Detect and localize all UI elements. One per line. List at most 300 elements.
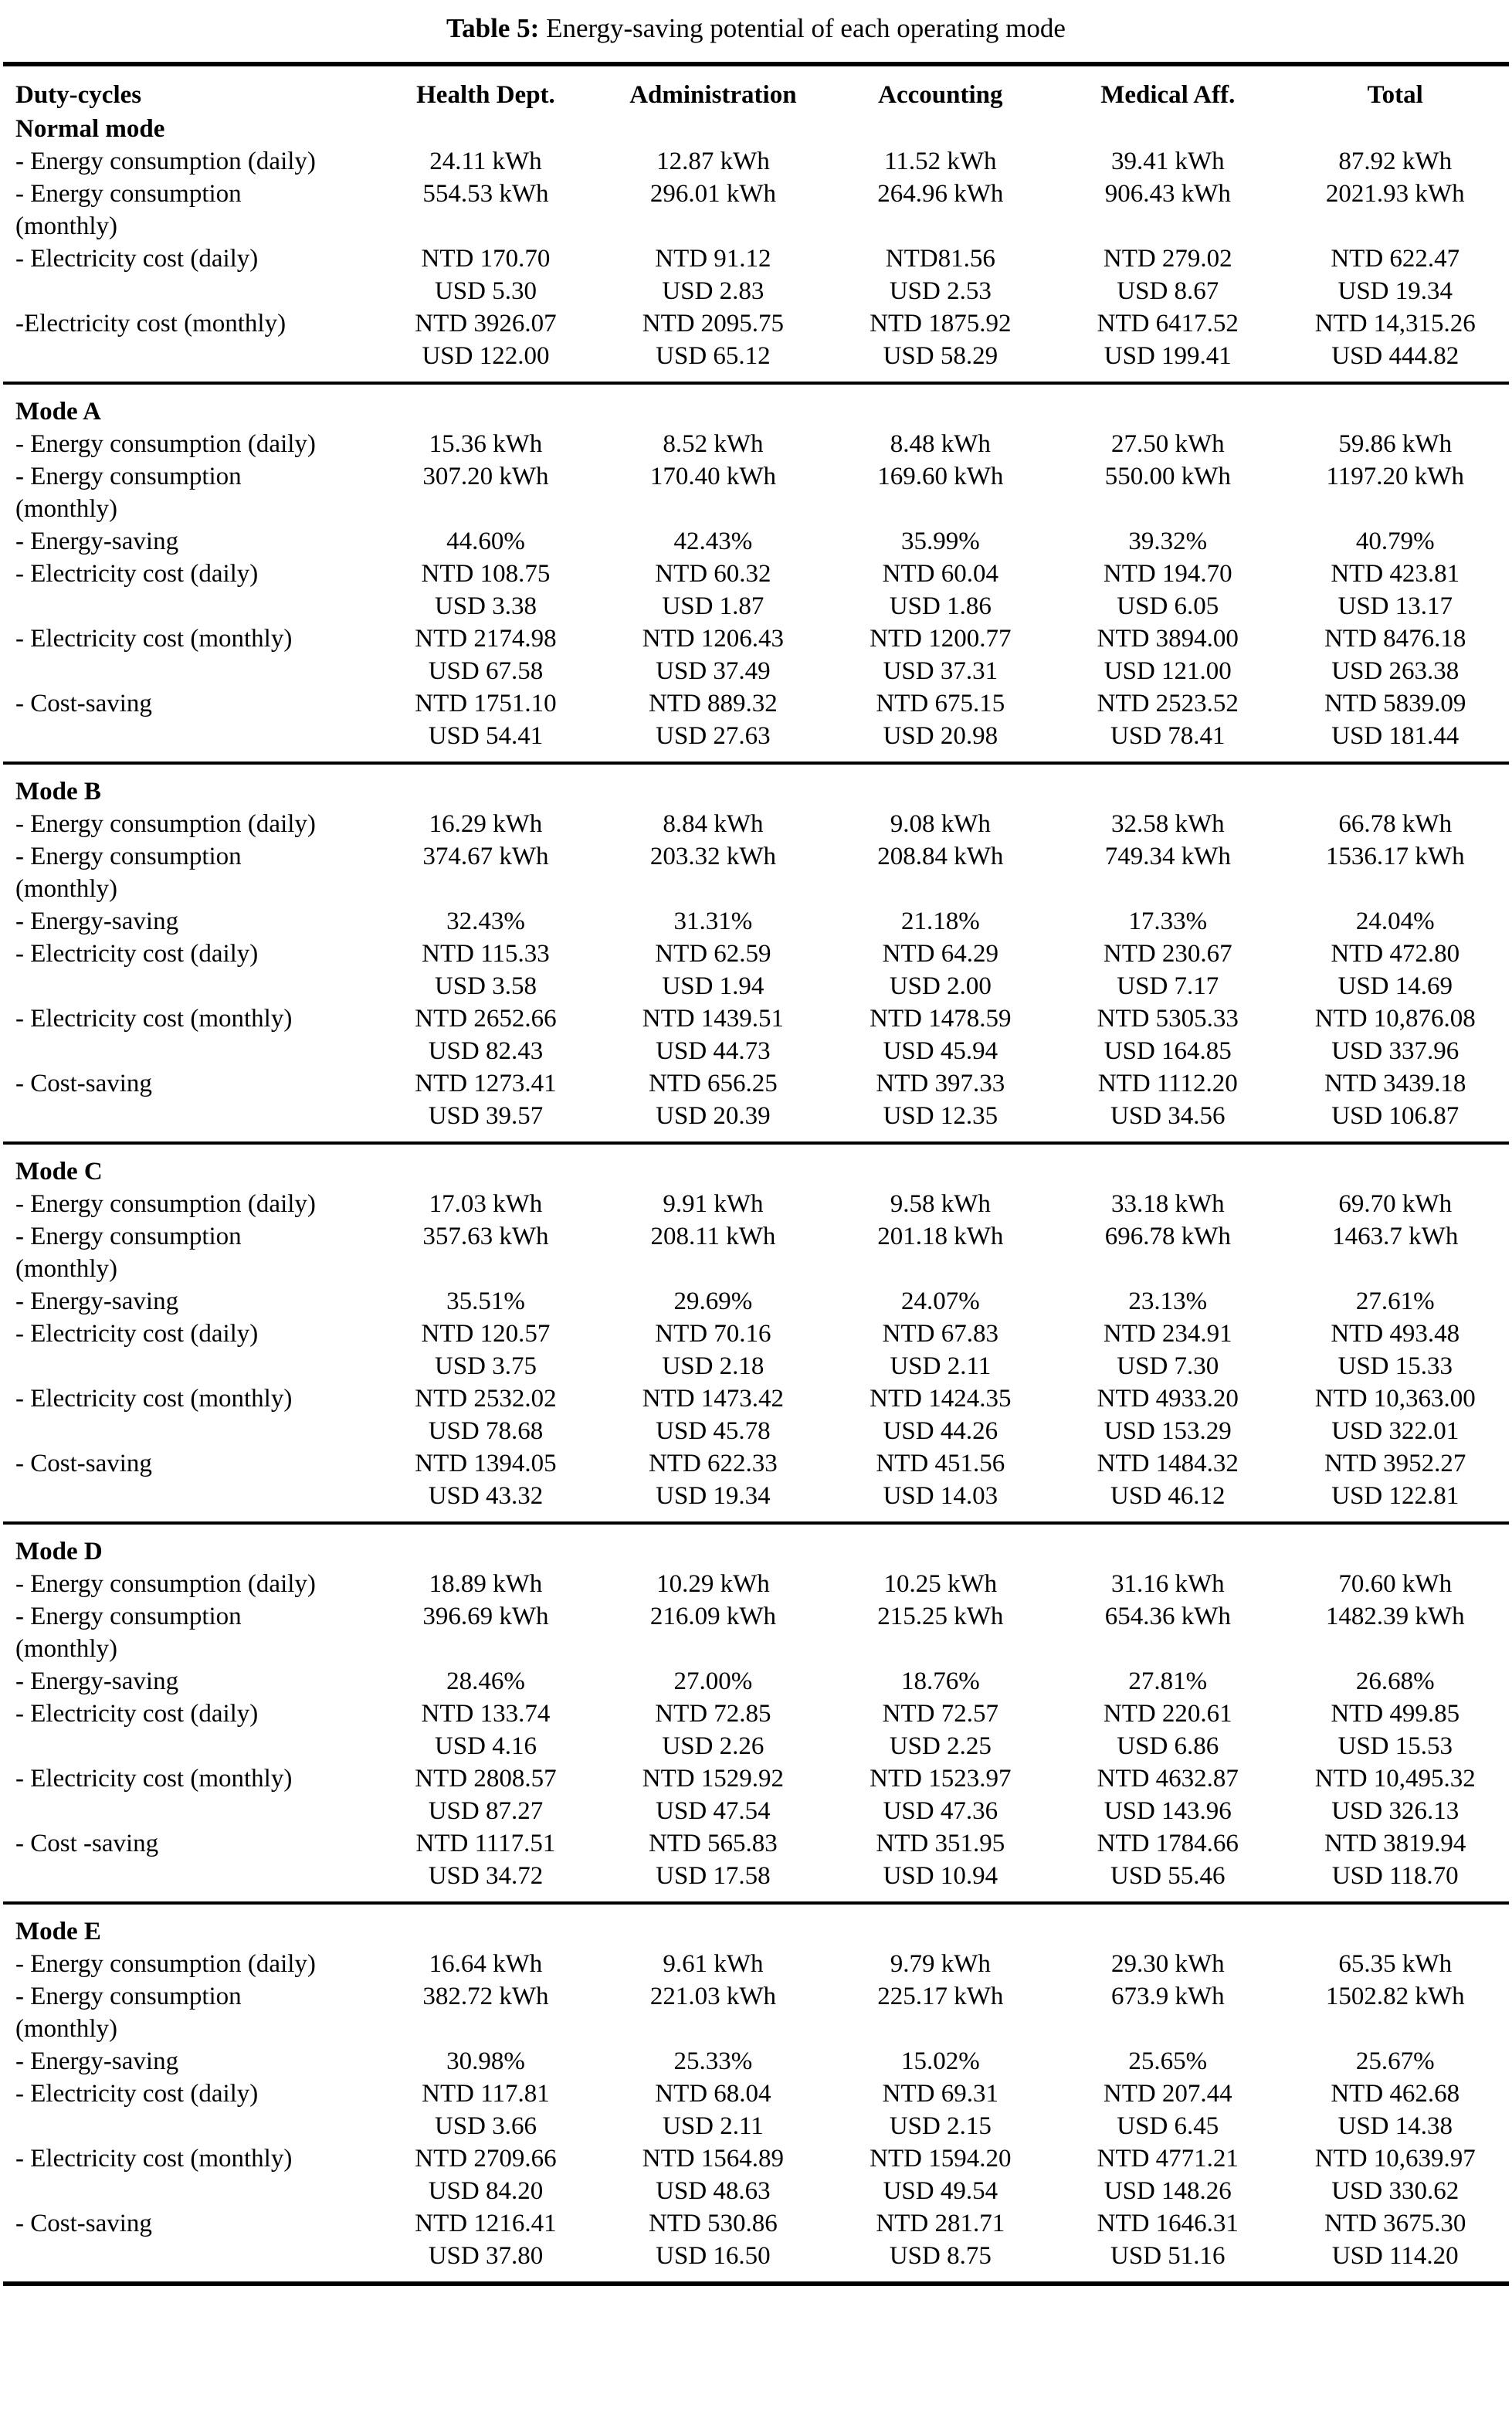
cell: 1502.82 kWh bbox=[1325, 1983, 1465, 2010]
cell: 1197.20 kWh bbox=[1326, 463, 1464, 490]
table-row bbox=[3, 2045, 1509, 2078]
cell: NTD 4771.21 bbox=[1097, 2145, 1239, 2173]
cell: 9.61 kWh bbox=[663, 1950, 764, 1978]
row-label bbox=[3, 1795, 372, 1827]
cell: 39.41 kWh bbox=[1110, 148, 1225, 175]
table-row bbox=[3, 1730, 1509, 1762]
section-title: Mode E bbox=[3, 1903, 1509, 1948]
table-row bbox=[3, 1285, 1509, 1318]
cell: USD 2.11 bbox=[890, 1352, 992, 1380]
row-label: - Energy consumption (daily) bbox=[15, 1190, 316, 1218]
cell: USD 14.38 bbox=[1337, 2112, 1453, 2140]
table-row bbox=[3, 1698, 1509, 1730]
cell: NTD 69.31 bbox=[882, 2080, 998, 2108]
row-label: (monthly) bbox=[15, 212, 117, 240]
cell: 8.84 kWh bbox=[663, 810, 764, 838]
cell: NTD 1529.92 bbox=[642, 1765, 785, 1793]
cell: 396.69 kWh bbox=[422, 1603, 549, 1630]
table-row bbox=[3, 1480, 1509, 1523]
table-row bbox=[3, 1568, 1509, 1600]
row-label: - Cost-saving bbox=[15, 690, 152, 717]
cell: USD 19.34 bbox=[1337, 277, 1453, 305]
table-row bbox=[3, 808, 1509, 840]
table-row bbox=[3, 970, 1509, 1002]
table-row bbox=[3, 720, 1509, 763]
cell: USD 7.30 bbox=[1117, 1352, 1219, 1380]
cell: 30.98% bbox=[446, 2047, 525, 2075]
cell: USD 118.70 bbox=[1331, 1862, 1459, 1890]
cell: 26.68% bbox=[1355, 1667, 1435, 1695]
table-row bbox=[3, 1415, 1509, 1447]
cell: NTD 5839.09 bbox=[1324, 690, 1466, 717]
cell bbox=[599, 493, 826, 525]
table-row bbox=[3, 2240, 1509, 2284]
row-label bbox=[3, 655, 372, 687]
cell: NTD 1594.20 bbox=[870, 2145, 1012, 2173]
cell: 39.32% bbox=[1128, 527, 1208, 555]
cell bbox=[1054, 493, 1281, 525]
table-row bbox=[3, 2110, 1509, 2142]
table-row bbox=[3, 525, 1509, 558]
cell: USD 6.86 bbox=[1117, 1732, 1219, 1760]
table-row bbox=[3, 307, 1509, 340]
cell bbox=[372, 210, 599, 243]
row-label: - Electricity cost (daily) bbox=[15, 1700, 259, 1728]
cell: USD 2.53 bbox=[889, 277, 992, 305]
cell: NTD 4933.20 bbox=[1097, 1385, 1239, 1413]
cell: USD 106.87 bbox=[1331, 1102, 1459, 1130]
table-caption-number: Table 5: bbox=[446, 13, 540, 43]
cell: USD 2.83 bbox=[662, 277, 764, 305]
section-row bbox=[3, 1143, 1509, 1188]
cell: 25.67% bbox=[1355, 2047, 1435, 2075]
table-row bbox=[3, 1447, 1509, 1480]
cell: NTD 91.12 bbox=[655, 245, 771, 273]
row-label: - Energy-saving bbox=[15, 527, 179, 555]
cell: 15.36 kWh bbox=[429, 430, 543, 458]
cell: NTD 10,363.00 bbox=[1314, 1385, 1476, 1413]
cell: USD 84.20 bbox=[428, 2177, 544, 2205]
cell: 70.60 kWh bbox=[1338, 1570, 1453, 1598]
row-label bbox=[3, 1350, 372, 1382]
column-header: Health Dept. bbox=[416, 81, 555, 109]
cell: NTD 1875.92 bbox=[870, 310, 1012, 338]
cell bbox=[372, 1253, 599, 1285]
table-row bbox=[3, 1002, 1509, 1035]
cell: 696.78 kWh bbox=[1104, 1223, 1231, 1250]
cell: NTD 397.33 bbox=[876, 1070, 1005, 1097]
cell: 23.13% bbox=[1128, 1287, 1208, 1315]
cell: USD 8.75 bbox=[889, 2242, 992, 2270]
cell: USD 164.85 bbox=[1103, 1037, 1232, 1065]
cell: NTD 1117.51 bbox=[415, 1830, 556, 1857]
table-row bbox=[3, 687, 1509, 720]
row-label: - Energy consumption (daily) bbox=[15, 1950, 316, 1978]
cell: 16.29 kWh bbox=[429, 810, 543, 838]
cell bbox=[372, 1633, 599, 1665]
row-label: - Cost-saving bbox=[15, 1450, 152, 1477]
cell: USD 199.41 bbox=[1103, 342, 1232, 370]
cell: USD 47.54 bbox=[656, 1797, 771, 1825]
table-row bbox=[3, 1633, 1509, 1665]
cell: 550.00 kWh bbox=[1104, 463, 1231, 490]
row-label: - Energy consumption (daily) bbox=[15, 1570, 316, 1598]
cell: USD 16.50 bbox=[656, 2242, 771, 2270]
cell: NTD 1646.31 bbox=[1097, 2210, 1239, 2237]
table-row bbox=[3, 460, 1509, 493]
row-label: - Energy-saving bbox=[15, 2047, 179, 2075]
row-label bbox=[3, 2110, 372, 2142]
cell: USD 54.41 bbox=[428, 722, 544, 750]
cell: 24.07% bbox=[900, 1287, 980, 1315]
cell: USD 2.18 bbox=[662, 1352, 764, 1380]
cell: 1463.7 kWh bbox=[1332, 1223, 1459, 1250]
section-row bbox=[3, 113, 1509, 145]
cell: NTD 1216.41 bbox=[415, 2210, 557, 2237]
cell: 27.50 kWh bbox=[1110, 430, 1225, 458]
row-label: - Electricity cost (monthly) bbox=[15, 1005, 293, 1033]
cell: NTD 1523.97 bbox=[870, 1765, 1012, 1793]
table-row bbox=[3, 1220, 1509, 1253]
table-row bbox=[3, 1100, 1509, 1143]
cell: 382.72 kWh bbox=[422, 1983, 549, 2010]
table-caption-text: Energy-saving potential of each operating mode bbox=[539, 13, 1066, 43]
cell: NTD 10,639.97 bbox=[1314, 2145, 1476, 2173]
row-label: - Energy consumption bbox=[15, 180, 242, 208]
cell: 225.17 kWh bbox=[877, 1983, 1004, 2010]
section-row bbox=[3, 763, 1509, 808]
cell: USD 2.11 bbox=[663, 2112, 764, 2140]
cell bbox=[1282, 493, 1510, 525]
cell: USD 10.94 bbox=[883, 1862, 998, 1890]
cell: USD 121.00 bbox=[1103, 657, 1232, 685]
cell: USD 14.03 bbox=[883, 1482, 998, 1510]
section-row bbox=[3, 1523, 1509, 1568]
cell: 24.11 kWh bbox=[429, 148, 542, 175]
row-label: - Energy consumption bbox=[15, 463, 242, 490]
table-row bbox=[3, 210, 1509, 243]
column-header: Administration bbox=[629, 81, 797, 109]
cell: NTD 499.85 bbox=[1331, 1700, 1460, 1728]
row-label: (monthly) bbox=[15, 1635, 117, 1663]
cell: USD 67.58 bbox=[428, 657, 544, 685]
cell: 673.9 kWh bbox=[1110, 1983, 1225, 2010]
cell: NTD 117.81 bbox=[422, 2080, 550, 2108]
cell: 31.16 kWh bbox=[1110, 1570, 1225, 1598]
table-row bbox=[3, 1860, 1509, 1903]
row-label: (monthly) bbox=[15, 1255, 117, 1283]
cell: NTD 451.56 bbox=[876, 1450, 1005, 1477]
cell: 554.53 kWh bbox=[422, 180, 549, 208]
cell: USD 87.27 bbox=[428, 1797, 544, 1825]
table-row bbox=[3, 493, 1509, 525]
cell: NTD 1564.89 bbox=[642, 2145, 785, 2173]
cell bbox=[1282, 1633, 1510, 1665]
row-label: - Electricity cost (monthly) bbox=[15, 2145, 293, 2173]
cell: USD 2.25 bbox=[889, 1732, 992, 1760]
cell: 169.60 kWh bbox=[877, 463, 1004, 490]
cell: USD 6.45 bbox=[1117, 2112, 1219, 2140]
table-row bbox=[3, 2175, 1509, 2207]
cell: NTD 234.91 bbox=[1103, 1320, 1232, 1348]
cell: NTD 565.83 bbox=[648, 1830, 778, 1857]
row-label: - Cost -saving bbox=[15, 1830, 159, 1857]
cell: NTD 133.74 bbox=[421, 1700, 551, 1728]
table-caption bbox=[3, 8, 1509, 62]
cell: 8.48 kWh bbox=[890, 430, 991, 458]
cell: 170.40 kWh bbox=[649, 463, 776, 490]
cell: NTD 423.81 bbox=[1331, 560, 1460, 588]
table-row bbox=[3, 178, 1509, 210]
cell: 216.09 kWh bbox=[649, 1603, 776, 1630]
cell: USD 19.34 bbox=[656, 1482, 771, 1510]
cell: 208.84 kWh bbox=[877, 843, 1004, 870]
cell: USD 34.56 bbox=[1110, 1102, 1226, 1130]
cell bbox=[1054, 2013, 1281, 2045]
row-label: -Electricity cost (monthly) bbox=[15, 310, 286, 338]
row-label bbox=[3, 1415, 372, 1447]
cell: NTD 351.95 bbox=[876, 1830, 1005, 1857]
cell: USD 44.73 bbox=[656, 1037, 771, 1065]
row-label: - Electricity cost (daily) bbox=[15, 1320, 259, 1348]
cell: USD 143.96 bbox=[1103, 1797, 1232, 1825]
row-label: - Electricity cost (monthly) bbox=[15, 1385, 293, 1413]
cell: 221.03 kWh bbox=[649, 1983, 776, 2010]
cell: USD 5.30 bbox=[434, 277, 537, 305]
row-label bbox=[3, 970, 372, 1002]
cell bbox=[1054, 210, 1281, 243]
cell: NTD 2095.75 bbox=[642, 310, 785, 338]
row-label: - Energy consumption bbox=[15, 1983, 242, 2010]
cell bbox=[827, 2013, 1054, 2045]
row-label bbox=[3, 1860, 372, 1903]
cell: NTD 656.25 bbox=[648, 1070, 778, 1097]
cell: NTD 1478.59 bbox=[870, 1005, 1012, 1033]
cell: NTD 14,315.26 bbox=[1314, 310, 1476, 338]
cell: USD 49.54 bbox=[883, 2177, 998, 2205]
cell: NTD 2174.98 bbox=[415, 625, 557, 653]
cell: NTD 70.16 bbox=[655, 1320, 771, 1348]
cell: 31.31% bbox=[673, 907, 753, 935]
cell: 24.04% bbox=[1355, 907, 1435, 935]
cell: NTD 1273.41 bbox=[415, 1070, 557, 1097]
cell: 25.33% bbox=[673, 2047, 753, 2075]
cell: NTD 194.70 bbox=[1103, 560, 1232, 588]
cell: NTD 1473.42 bbox=[642, 1385, 785, 1413]
cell: 27.00% bbox=[673, 1667, 753, 1695]
cell: 25.65% bbox=[1128, 2047, 1208, 2075]
cell: NTD 462.68 bbox=[1331, 2080, 1460, 2108]
cell: NTD 1484.32 bbox=[1097, 1450, 1239, 1477]
cell: USD 326.13 bbox=[1331, 1797, 1459, 1825]
row-label bbox=[3, 2240, 372, 2284]
cell: 16.64 kWh bbox=[429, 1950, 543, 1978]
cell: USD 114.20 bbox=[1331, 2242, 1459, 2270]
cell: USD 1.94 bbox=[662, 972, 764, 1000]
table-row bbox=[3, 590, 1509, 622]
table-row bbox=[3, 2207, 1509, 2240]
cell: 10.25 kWh bbox=[883, 1570, 998, 1598]
cell: USD 48.63 bbox=[656, 2177, 771, 2205]
cell: 749.34 kWh bbox=[1104, 843, 1231, 870]
row-label bbox=[3, 720, 372, 763]
cell: 59.86 kWh bbox=[1338, 430, 1453, 458]
cell: 42.43% bbox=[673, 527, 753, 555]
row-label: (monthly) bbox=[15, 495, 117, 523]
table-row bbox=[3, 1795, 1509, 1827]
cell: NTD 1112.20 bbox=[1097, 1070, 1238, 1097]
cell: 33.18 kWh bbox=[1110, 1190, 1225, 1218]
cell: USD 7.17 bbox=[1117, 972, 1219, 1000]
row-label: - Cost-saving bbox=[15, 1070, 152, 1097]
cell: 32.43% bbox=[446, 907, 525, 935]
cell: USD 46.12 bbox=[1110, 1482, 1226, 1510]
cell: USD 43.32 bbox=[428, 1482, 544, 1510]
cell: NTD 2532.02 bbox=[415, 1385, 557, 1413]
row-label: - Electricity cost (daily) bbox=[15, 2080, 259, 2108]
cell: 15.02% bbox=[900, 2047, 980, 2075]
row-label bbox=[3, 1480, 372, 1523]
cell: 654.36 kWh bbox=[1104, 1603, 1231, 1630]
table-row bbox=[3, 1827, 1509, 1860]
cell: USD 2.00 bbox=[889, 972, 992, 1000]
cell bbox=[1054, 1633, 1281, 1665]
section-row bbox=[3, 1903, 1509, 1948]
table-row bbox=[3, 2078, 1509, 2110]
cell: 21.18% bbox=[900, 907, 980, 935]
cell: 9.08 kWh bbox=[890, 810, 991, 838]
cell: NTD 72.57 bbox=[882, 1700, 998, 1728]
cell: USD 47.36 bbox=[883, 1797, 998, 1825]
cell: USD 17.58 bbox=[656, 1862, 771, 1890]
cell: 9.58 kWh bbox=[890, 1190, 991, 1218]
row-label: - Electricity cost (monthly) bbox=[15, 1765, 293, 1793]
cell: NTD 4632.87 bbox=[1097, 1765, 1239, 1793]
cell: USD 37.49 bbox=[656, 657, 771, 685]
cell: USD 2.15 bbox=[889, 2112, 992, 2140]
cell: 32.58 kWh bbox=[1110, 810, 1225, 838]
table-row bbox=[3, 1600, 1509, 1633]
cell: NTD 72.85 bbox=[655, 1700, 771, 1728]
cell: USD 12.35 bbox=[883, 1102, 998, 1130]
cell: USD 1.86 bbox=[889, 592, 992, 620]
cell: NTD 472.80 bbox=[1331, 940, 1460, 968]
row-label: - Energy consumption bbox=[15, 843, 242, 870]
cell: 18.76% bbox=[900, 1667, 980, 1695]
cell: USD 51.16 bbox=[1110, 2242, 1226, 2270]
column-header: Duty-cycles bbox=[15, 81, 142, 109]
cell: NTD 279.02 bbox=[1103, 245, 1232, 273]
cell: 201.18 kWh bbox=[877, 1223, 1004, 1250]
table-row bbox=[3, 873, 1509, 905]
cell bbox=[1054, 1253, 1281, 1285]
row-label: - Energy-saving bbox=[15, 1667, 179, 1695]
cell: NTD 889.32 bbox=[648, 690, 778, 717]
cell: 296.01 kWh bbox=[649, 180, 776, 208]
cell: NTD 170.70 bbox=[421, 245, 551, 273]
cell: 208.11 kWh bbox=[650, 1223, 776, 1250]
cell: USD 20.39 bbox=[656, 1102, 771, 1130]
cell: 69.70 kWh bbox=[1338, 1190, 1453, 1218]
row-label bbox=[3, 1730, 372, 1762]
cell: 8.52 kWh bbox=[663, 430, 764, 458]
table-row bbox=[3, 840, 1509, 873]
cell: USD 153.29 bbox=[1103, 1417, 1232, 1445]
row-label: - Cost-saving bbox=[15, 2210, 152, 2237]
cell: USD 65.12 bbox=[656, 342, 771, 370]
cell: USD 34.72 bbox=[428, 1862, 544, 1890]
cell: NTD 108.75 bbox=[421, 560, 551, 588]
cell: 65.35 kWh bbox=[1338, 1950, 1453, 1978]
cell: 9.79 kWh bbox=[890, 1950, 991, 1978]
table-row bbox=[3, 2013, 1509, 2045]
cell: NTD 120.57 bbox=[421, 1320, 551, 1348]
row-label: - Electricity cost (daily) bbox=[15, 560, 259, 588]
table-row bbox=[3, 905, 1509, 938]
table-row bbox=[3, 428, 1509, 460]
cell: NTD 115.33 bbox=[422, 940, 550, 968]
cell: 28.46% bbox=[446, 1667, 525, 1695]
cell: NTD 8476.18 bbox=[1324, 625, 1466, 653]
cell: NTD 3439.18 bbox=[1324, 1070, 1466, 1097]
cell bbox=[599, 873, 826, 905]
cell: NTD 5305.33 bbox=[1097, 1005, 1239, 1033]
cell: USD 37.80 bbox=[428, 2242, 544, 2270]
table-row bbox=[3, 558, 1509, 590]
cell: 307.20 kWh bbox=[422, 463, 549, 490]
row-label bbox=[3, 590, 372, 622]
cell: NTD 493.48 bbox=[1331, 1320, 1460, 1348]
cell: 357.63 kWh bbox=[422, 1223, 549, 1250]
table-row bbox=[3, 938, 1509, 970]
cell: USD 3.66 bbox=[434, 2112, 537, 2140]
cell: USD 39.57 bbox=[428, 1102, 544, 1130]
cell bbox=[1054, 873, 1281, 905]
cell: 35.51% bbox=[446, 1287, 525, 1315]
cell: USD 2.26 bbox=[662, 1732, 764, 1760]
cell: USD 6.05 bbox=[1117, 592, 1219, 620]
cell: 66.78 kWh bbox=[1338, 810, 1453, 838]
cell: 27.61% bbox=[1355, 1287, 1435, 1315]
table-row bbox=[3, 1035, 1509, 1067]
cell: 215.25 kWh bbox=[877, 1603, 1004, 1630]
cell: 87.92 kWh bbox=[1338, 148, 1453, 175]
cell: NTD 60.32 bbox=[655, 560, 771, 588]
cell bbox=[1282, 210, 1510, 243]
cell: NTD 60.04 bbox=[882, 560, 998, 588]
cell: NTD 1751.10 bbox=[415, 690, 557, 717]
cell: NTD 2808.57 bbox=[415, 1765, 557, 1793]
cell: NTD 622.47 bbox=[1331, 245, 1460, 273]
cell: 11.52 kWh bbox=[884, 148, 997, 175]
cell: USD 58.29 bbox=[883, 342, 998, 370]
cell: NTD 220.61 bbox=[1103, 1700, 1232, 1728]
table-row bbox=[3, 340, 1509, 383]
cell: 10.29 kWh bbox=[656, 1570, 770, 1598]
cell: NTD 3819.94 bbox=[1324, 1830, 1466, 1857]
energy-saving-table bbox=[3, 62, 1509, 2286]
cell bbox=[599, 210, 826, 243]
cell: NTD 1439.51 bbox=[642, 1005, 785, 1033]
cell: NTD 3926.07 bbox=[415, 310, 557, 338]
cell: NTD 62.59 bbox=[655, 940, 771, 968]
cell bbox=[827, 1253, 1054, 1285]
cell bbox=[599, 2013, 826, 2045]
row-label: - Energy consumption (daily) bbox=[15, 148, 316, 175]
cell: USD 44.26 bbox=[883, 1417, 998, 1445]
cell: USD 3.75 bbox=[434, 1352, 537, 1380]
cell: NTD 2652.66 bbox=[415, 1005, 557, 1033]
